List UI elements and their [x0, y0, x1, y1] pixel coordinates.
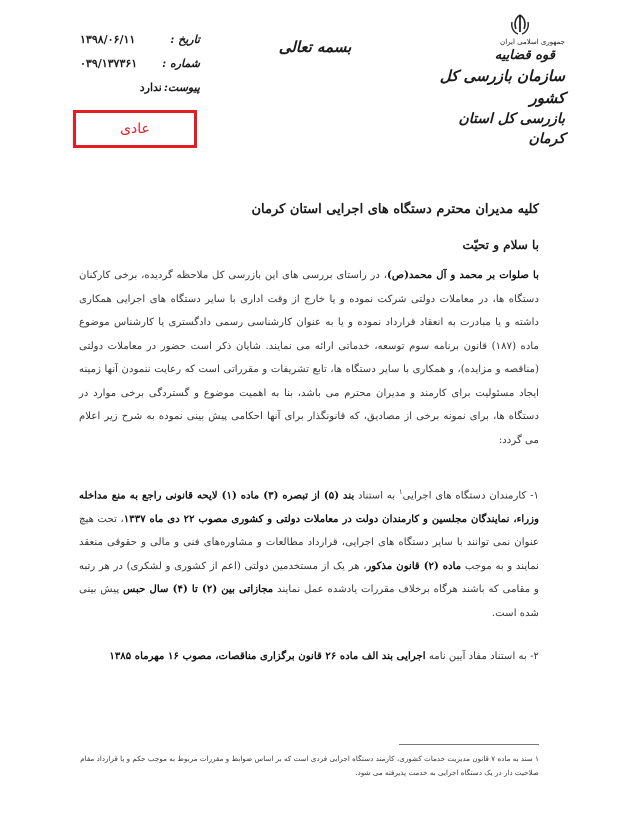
paragraph-item-1 — [79, 481, 539, 625]
intro-text: ، در راستای بررسی های این بازرسی کل ملاحظه گردیده، برخی کارکنان دستگاه ها، در معاملات دولتی شرکت نموده و یا خارج از وقت اداری با سایر دستگاه های اجرایی همکاری داشته و یا مبادرت به انعقاد قرارداد نموده و یا به عنوان کارشناسی رسمی دادگستری یا کارشناس موضوع ماده (۱۸۷) قانون برنامه سوم توسعه، خدماتی ارائه می نمایند. شایان ذکر است حضور در معاملات دولتی (مناقصه و مزایده)، و همکاری با سایر دستگاه ها، تابع تشریفات و مقرراتی است که رعایت ننمودن آنها زمینه ایجاد مسئولیت برای کارمند و مدیران محترم می باشد، بنا به اهمیت موضوع و گستردگی برخی موارد در دستگاه ها، برای نمونه برخی از مصادیق، که قانونگذار برای آنها احکامی پیش بینی نموده به شرح زیر اعلام می گردد: — [79, 270, 539, 446]
republic-text: جمهوری اسلامی ایران — [500, 38, 565, 46]
footnote-text: ۱ سند به ماده ۷ قانون مدیریت خدمات کشوری، کارمند دستگاه اجرایی فردی است که بر اساس ضوابط و مقررات مربوط به موجب حکم و یا قرارداد مقام صلاحیت دار در یک دستگاه اجرایی به خدمت پذیرفته می شود. — [80, 754, 539, 777]
footnote-reference: ۱ — [398, 488, 403, 496]
classification-stamp: عادی — [73, 110, 197, 148]
attachment-label: پیوست: — [163, 81, 200, 94]
letter-meta — [80, 28, 200, 100]
date-row — [80, 28, 200, 52]
greeting-text: با سلام و تحیّت — [462, 238, 539, 252]
item1-ending: پیش بینی شده است. — [79, 584, 539, 619]
item2-lead: ۲- به استناد مفاد آیین نامه — [425, 651, 539, 662]
number-label: شماره : — [162, 57, 200, 70]
iran-emblem-icon — [507, 12, 533, 40]
footnote-divider — [399, 744, 539, 745]
date-value: ۱۳۹۸/۰۶/۱۱ — [80, 33, 136, 46]
organization-header — [425, 38, 565, 149]
attachment-value: ندارد — [139, 81, 162, 94]
number-row — [80, 52, 200, 76]
item1-law-citation: بند (۵) از تبصره (۳) ماده (۱) لایحه قانونی راجع به منع مداخله وزراء، نمایندگان مجلسین و کارمندان دولت در معاملات دولتی و کشوری مصوب ۲۲ دی ماه ۱۳۳۷ — [79, 489, 539, 525]
judiciary-text: قوه قضاییه — [494, 48, 555, 63]
paragraph-item-2 — [79, 645, 539, 669]
item1-penalty: مجازاتی بین (۲) تا (۴) سال حبس — [123, 583, 274, 596]
number-value: ۰۳۹/۱۳۷۳۶۱ — [80, 57, 138, 70]
item1-lead: ۱- کارمندان دستگاه های اجرایی — [402, 490, 540, 502]
date-label: تاریخ : — [170, 33, 200, 46]
item1-text: ، تحت هیچ عنوان نمی توانند با سایر دستگاه های اجرایی، قرارداد مطالعات و مشاوره‌های فنی و مالی و حقوقی منعقد نمایند و به موجب — [79, 513, 539, 572]
attachment-row — [80, 76, 200, 100]
item1-text-2: ، هر یک از مستخدمین دولتی (اعم از کشوری و لشکری) در هر رتبه و مقامی که باشند هرگاه برخلاف مقررات یادشده عمل نمایند — [79, 560, 539, 596]
provincial-office-name: بازرسی کل استان کرمان — [458, 111, 565, 147]
item1-article: ماده (۲) قانون مذکور — [366, 559, 462, 572]
intro-bold: با صلوات بر محمد و آل محمد(ص) — [387, 269, 539, 281]
item1-connector: به استناد — [354, 490, 399, 502]
item2-law-citation: اجرایی بند الف ماده ۲۶ قانون برگزاری مناقصات، مصوب ۱۶ مهرماه ۱۳۸۵ — [109, 650, 426, 662]
bismillah-heading: بسمه تعالی — [278, 38, 352, 56]
paragraph-intro — [79, 264, 539, 452]
recipient-heading: کلیه مدیران محترم دستگاه های اجرایی استان کرمان — [251, 202, 539, 217]
organization-name: سازمان بازرسی کل کشور — [439, 67, 565, 107]
